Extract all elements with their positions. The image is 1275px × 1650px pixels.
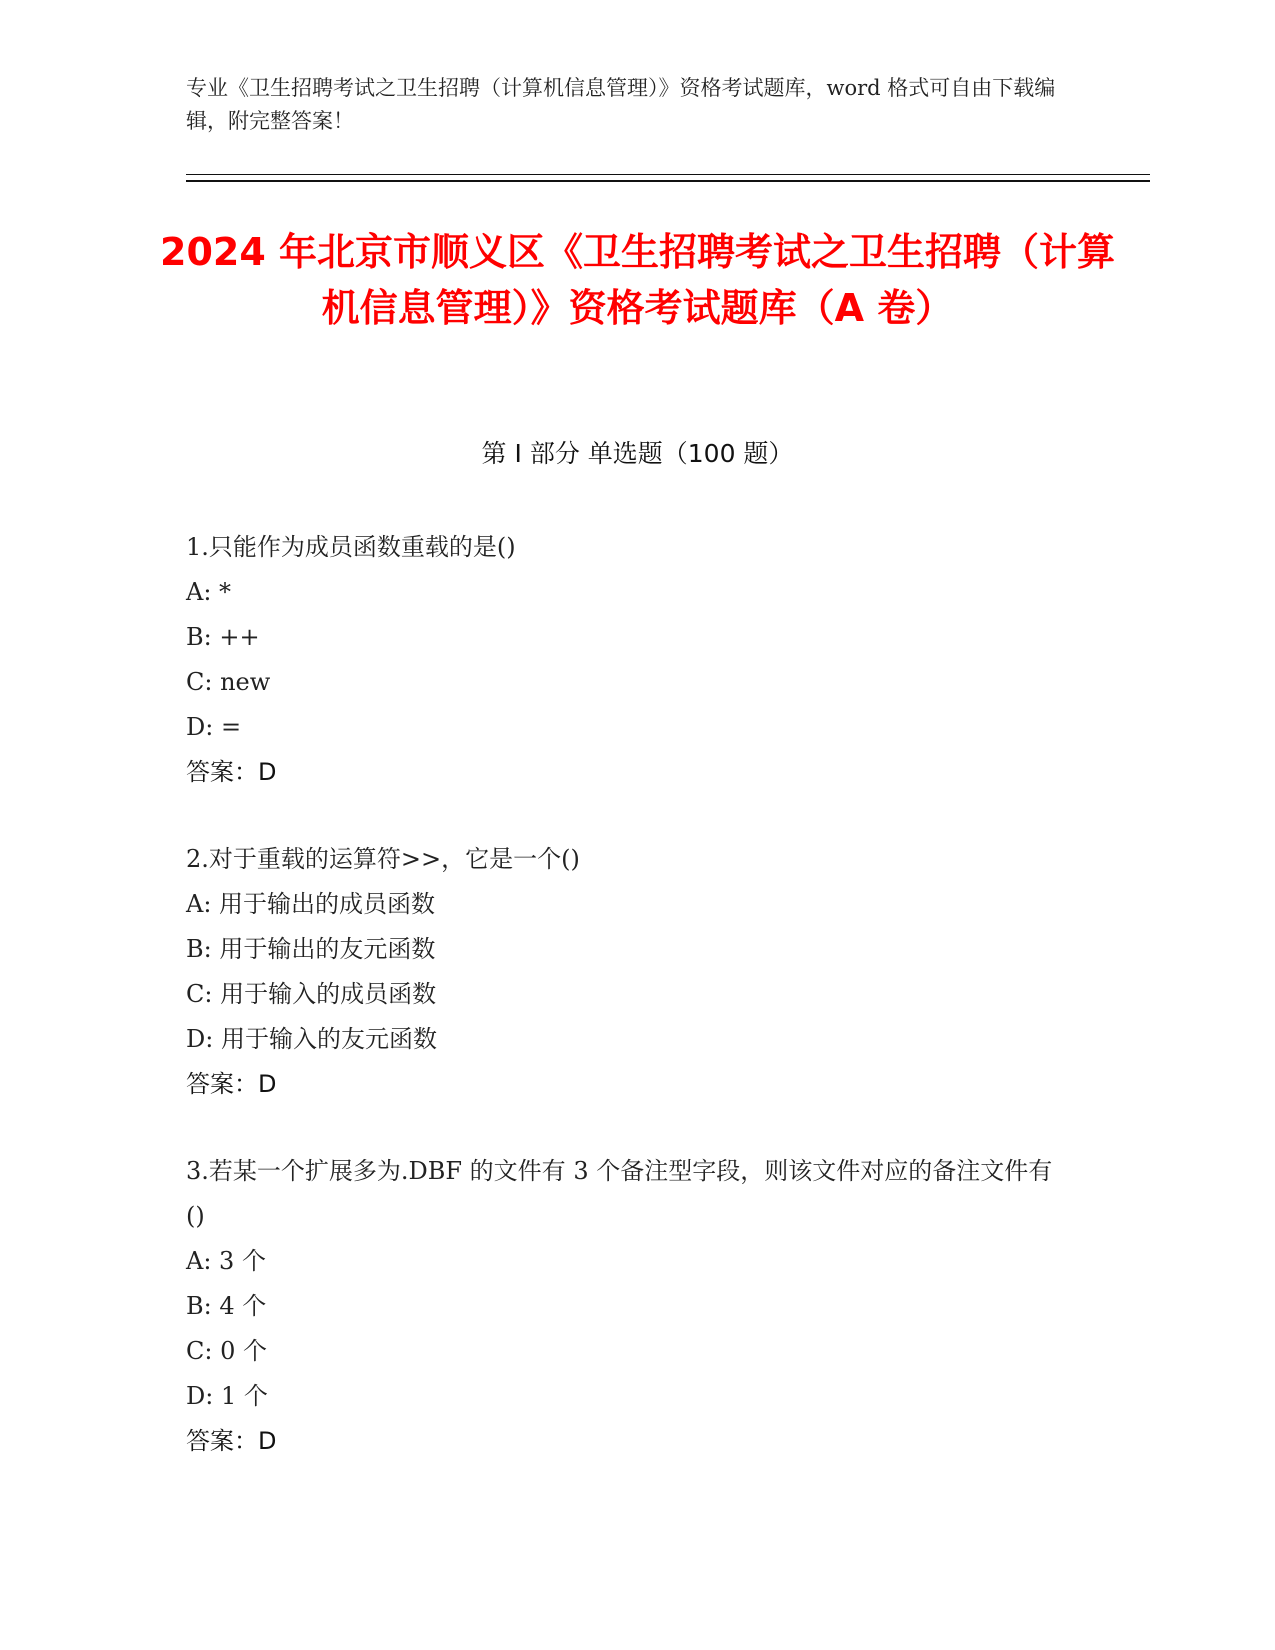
header-note: 专业《卫生招聘考试之卫生招聘（计算机信息管理）》资格考试题库，word 格式可自由下载编辑，附完整答案！ (186, 76, 1056, 133)
question-list (186, 525, 1066, 1506)
question-3 (186, 1149, 1066, 1464)
question-1 (186, 525, 1066, 795)
section-title: 第 I 部分 单选题（100 题） (481, 439, 794, 468)
option-d: D: = (186, 713, 242, 741)
option-a: A: 用于输出的成员函数 (186, 890, 436, 918)
option-b: B: 用于输出的友元函数 (186, 935, 436, 963)
option-c: C: 0 个 (186, 1337, 267, 1365)
option-c: C: 用于输入的成员函数 (186, 980, 437, 1008)
question-stem: 2.对于重载的运算符>>，它是一个() (186, 845, 580, 873)
answer: 答案：D (186, 758, 277, 786)
answer: 答案：D (186, 1070, 277, 1098)
answer: 答案：D (186, 1427, 277, 1455)
option-b: B: 4 个 (186, 1292, 267, 1320)
option-a: A: * (186, 578, 232, 606)
option-a: A: 3 个 (186, 1247, 266, 1275)
option-c: C: new (186, 668, 271, 696)
question-stem: 3.若某一个扩展多为.DBF 的文件有 3 个备注型字段，则该文件对应的备注文件有() (186, 1157, 1053, 1230)
document-title: 2024 年北京市顺义区《卫生招聘考试之卫生招聘（计算机信息管理）》资格考试题库（A 卷） (160, 230, 1115, 330)
header-divider-thick (186, 180, 1150, 182)
option-d: D: 1 个 (186, 1382, 268, 1410)
question-stem: 1.只能作为成员函数重载的是() (186, 533, 516, 561)
option-b: B: ++ (186, 623, 260, 651)
option-d: D: 用于输入的友元函数 (186, 1025, 437, 1053)
header-divider-thin (186, 174, 1150, 175)
question-2 (186, 837, 1066, 1107)
